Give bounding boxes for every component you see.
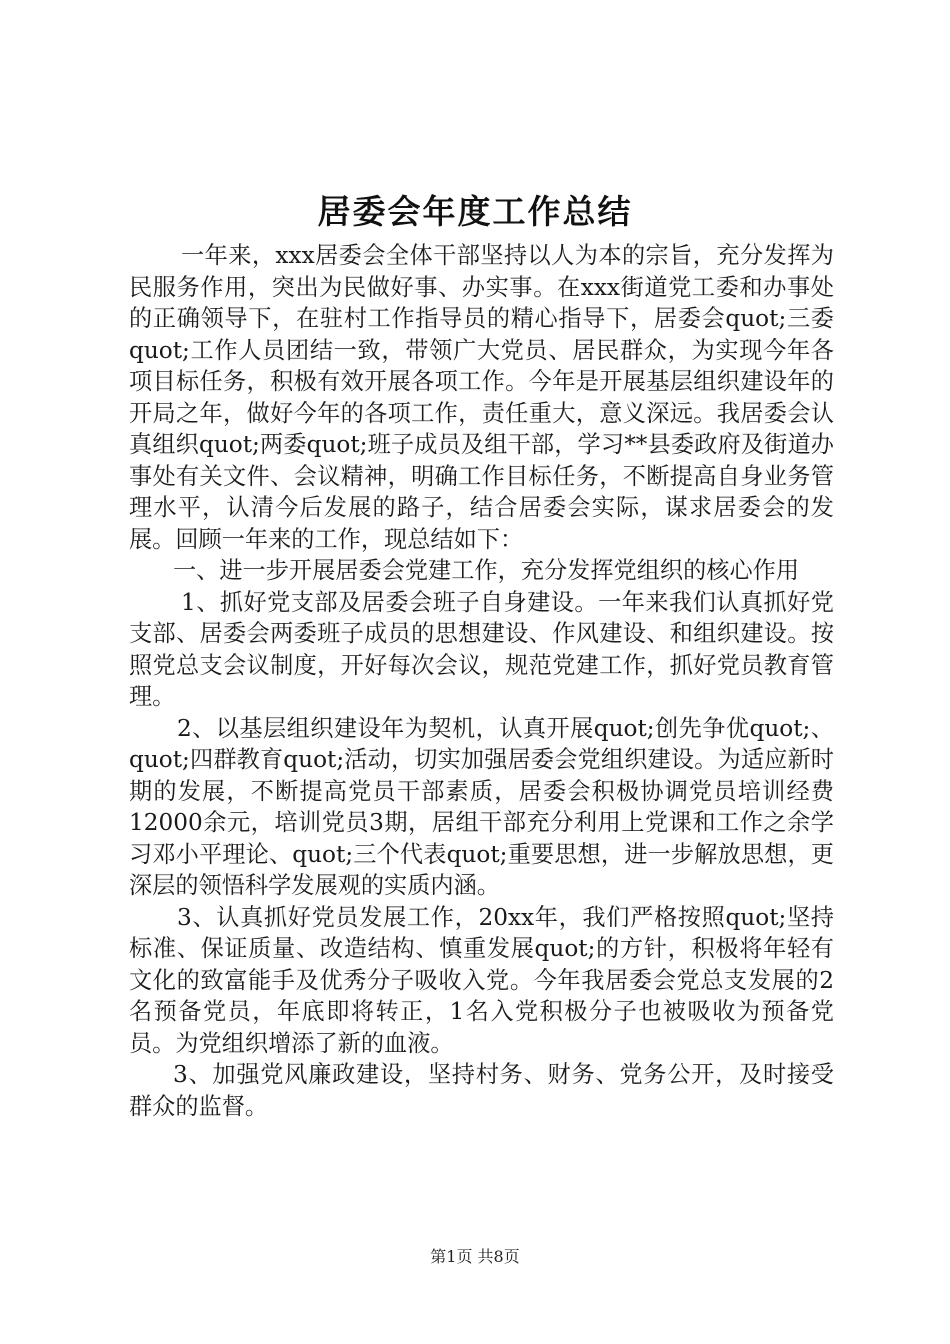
paragraph-item-2: 2、以基层组织建设年为契机，认真开展quot;创先争优quot;、quot;四群教育quot;活动，切实加强居委会党组织建设。为适应新时期的发展，不断提高党员干部素质，居委会积极协调党员培训经费12000余元，培训党员3期，居组干部充分利用上党课和工作之余学习邓小平理论、quot;三个代表quot;重要思想，进一步解放思想，更深层的领悟科学发展观的实质内涵。	[129, 714, 834, 899]
page-footer: 第1页 共8页	[430, 1247, 520, 1266]
paragraph-item-3: 3、认真抓好党员发展工作，20xx年，我们严格按照quot;坚持标准、保证质量、改造结构、慎重发展quot;的方针，积极将年轻有文化的致富能手及优秀分子吸收入党。今年我居委会党总支发展的2名预备党员，年底即将转正，1名入党积极分子也被吸收为预备党员。为党组织增添了新的血液。	[129, 903, 834, 1057]
document-title: 居委会年度工作总结	[317, 192, 633, 231]
section-heading-1: 一、进一步开展居委会党建工作，充分发挥党组织的核心作用	[173, 557, 800, 584]
paragraph-item-1: 1、抓好党支部及居委会班子自身建设。一年来我们认真抓好党支部、居委会两委班子成员的思想建设、作风建设、和组织建设。按照党总支会议制度，开好每次会议，规范党建工作，抓好党员教育管理。	[129, 588, 834, 710]
paragraph-item-3b: 3、加强党风廉政建设，坚持村务、财务、党务公开，及时接受群众的监督。	[129, 1061, 834, 1120]
paragraph-intro: 一年来，xxx居委会全体干部坚持以人为本的宗旨，充分发挥为民服务作用，突出为民做好事、办实事。在xxx街道党工委和办事处的正确领导下，在驻村工作指导员的精心指导下，居委会quot;三委quot;工作人员团结一致，带领广大党员、居民群众，为实现今年各项目标任务，积极有效开展各项工作。今年是开展基层组织建设年的开局之年，做好今年的各项工作，责任重大，意义深远。我居委会认真组织quot;两委quot;班子成员及组干部，学习**县委政府及街道办事处有关文件、会议精神，明确工作目标任务，不断提高自身业务管理水平，认清今后发展的路子，结合居委会实际，谋求居委会的发展。回顾一年来的工作，现总结如下：	[129, 242, 834, 553]
document-body	[129, 240, 834, 1122]
